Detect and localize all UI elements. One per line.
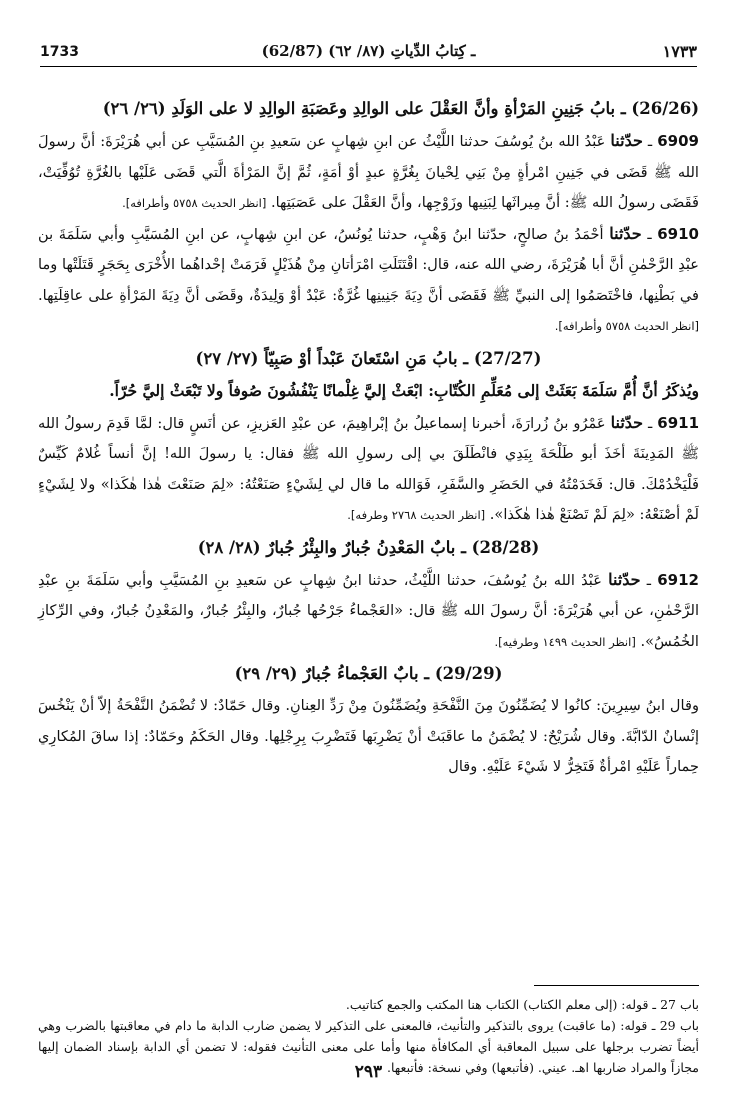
hadith-text: أحْمَدُ بنُ صالحٍ، حدّثنا ابنُ وَهْبٍ، حدثنا يُونُسُ، عن ابنِ شِهابٍ، عن ابنِ المُسَيَّبِ وأبي سَلَمَةَ بن عبْدِ الرَّحْمٰنِ أنَّ أبا هُرَيْرَةَ، رضي الله عنه، قال: اقْتَتَلَتِ امْرَأتانِ مِنْ هُذَيْلٍ فَرَمَتْ إحْداهُما الأُخْرَى بِحَجَرٍ قَتَلَتْها وما في بَطْنِها، فاخْتَصَمُوا إلى النبيِّ ﷺ فَقَضَى أنَّ دِيَةَ جَنِينِها غُرَّةٌ: عَبْدٌ أوْ وَلِيدَةٌ، وقَضَى أنَّ دِيَةَ المَرْأةِ على عاقِلَتِها. (38, 225, 699, 304)
narration-keyword: حدّثنا (608, 569, 641, 589)
cross-reference: [انظر الحديث ٥٧٥٨ وأطرافه]. (554, 319, 699, 333)
page-number-arabic: ١٧٣٣ (662, 42, 697, 61)
hadith-text: عَبْدُ الله بنُ يُوسُفَ، حدثنا اللَّيْثُ، حدثنا ابنُ شِهابٍ عن سَعيدِ بنِ المُسَيَّبِ وأبي سَلَمَةَ بنِ عبْدِ الرَّحْمٰنِ، عن أبي هُرَيْرَةَ: أنَّ رسولَ الله ﷺ قال: «العَجْماءُ جَرْحُها جُبارٌ، والبِئْرُ جُبارٌ، والمَعْدِنُ جُبارٌ، وفي الرِّكازِ الخُمُسُ». (38, 571, 699, 650)
hadith-number: 6911 (657, 413, 700, 432)
running-header (40, 40, 697, 67)
hadith-number: 6910 (657, 224, 699, 243)
cross-reference: [انظر الحديث ١٤٩٩ وطرفيه]. (494, 634, 636, 649)
chapter-heading-27: (27/27) ـ بابُ مَنِ اسْتَعانَ عَبْداً أوْ صَبِيّاً (٢٧/ ٢٧) (195, 348, 542, 368)
main-text (38, 92, 699, 783)
narration-keyword: حدّثنا (610, 412, 644, 432)
hadith-6911: 6911 ـ حدّثنا عَمْرُو بنُ زُرارَةَ، أخبرنا إسماعيلُ بنُ إبْراهِيمَ، عن عبْدِ العَزيزِ، عن أنَسٍ قال: لمَّا قَدِمَ رسولُ الله ﷺ المَدِينَةَ أخَذَ أبو طَلْحَةَ بِيَدِي فانْطَلَقَ بي إلى رسولِ الله ﷺ فقال: يا رسولَ الله! إنَّ أنساً غُلامٌ كَيِّسٌ فَلْيَخْدُمْكَ. قال: فَخَدَمْتُهُ في الحَضَرِ والسَّفَرِ، فَوَالله ما قال لي لِشَيْءٍ صَنَعْتُهُ: «لِمَ صَنَعْتَ هٰذا هٰكَذا» ولا لِشَيْءٍ لَمْ أصْنَعْهُ: «لِمَ لَمْ تَصْنَعْ هٰذا هٰكَذا». [انظر الحديث ٢٧٦٨ وطرفه]. (38, 412, 700, 523)
page-number-latin: 1733 (40, 44, 79, 60)
hadith-text: عَمْرُو بنُ زُرارَةَ، أخبرنا إسماعيلُ بنُ إبْراهِيمَ، عن عبْدِ العَزيزِ، عن أنَسٍ قال: لمَّا قَدِمَ رسولُ الله ﷺ المَدِينَةَ أخَذَ أبو طَلْحَةَ بِيَدِي فانْطَلَقَ بي إلى رسولِ الله ﷺ فقال: يا رسولَ الله! إنَّ أنساً غُلامٌ كَيِّسٌ فَلْيَخْدُمْكَ. قال: فَخَدَمْتُهُ في الحَضَرِ والسَّفَرِ، فَوَالله ما قال لي لِشَيْءٍ صَنَعْتُهُ: «لِمَ صَنَعْتَ هٰذا هٰكَذا» ولا لِشَيْءٍ لَمْ أصْنَعْهُ: «لِمَ لَمْ تَصْنَعْ هٰذا هٰكَذا». (38, 414, 699, 523)
page-number-footer: ٢٩٣ (354, 1062, 383, 1082)
chapter-heading-29: (29/29) ـ بابٌ العَجْماءُ جُبارٌ (٢٩/ ٢٩) (234, 664, 503, 683)
footnote-2: باب 29 ـ قوله: (ما عاقبت) يروى بالتذكير والتأنيث، فالمعنى على التذكير لا يضمن ضارب الدابة ما دام في معاقبتها بالضرب وهي أيضاً تضرب برجلها على سبيل المعاقبة أي المكافأة منها وأما على معنى التأنيث فقوله: لا تضمن أي الدابة بإسناد الضمان إليها مجازاً والمراد ضاربها اهـ. عيني. (فأتبعها) وفي نسخة: فأتبعها. (38, 1018, 700, 1075)
chapter-text-29: وقال ابنُ سِيرِينَ: كانُوا لا يُضَمِّنُونَ مِنَ النَّفْحَةِ ويُضَمِّنُونَ مِنْ رَدِّ العِنانِ. وقال حَمّادٌ: لا تُضْمَنُ النَّفْحَةُ إلاّ أنْ يَنْخُسَ إنْسانٌ الدّابَّةَ. وقال شُرَيْحٌ: لا يُضْمَنُ ما عاقَبَتْ أنْ يَضْرِبَها فَتَضْرِبَ بِرِجْلِها. وقال الحَكَمُ وحَمّادٌ: إذا ساقَ المُكارِي حِماراً عَلَيْهِ امْرأةٌ فَتَخِرُّ لا شَيْءَ عَلَيْهِ. وقال (38, 697, 699, 775)
book-title: (62/87) ـ كِتابُ الدِّياتِ (٨٧/ ٦٢) (261, 42, 476, 60)
cross-reference: [انظر الحديث ٢٧٦٨ وطرفه]. (347, 508, 486, 522)
cross-reference: [انظر الحديث ٥٧٥٨ وأطرافه]. (122, 196, 267, 210)
hadith-6910: 6910 ـ حدّثنا أحْمَدُ بنُ صالحٍ، حدّثنا ابنُ وَهْبٍ، حدثنا يُونُسُ، عن ابنِ شِهابٍ، عن ابنِ المُسَيَّبِ وأبي سَلَمَةَ بن عبْدِ الرَّحْمٰنِ أنَّ أبا هُرَيْرَةَ، رضي الله عنه، قال: اقْتَتَلَتِ امْرَأتانِ مِنْ هُذَيْلٍ فَرَمَتْ إحْداهُما الأُخْرَى بِحَجَرٍ قَتَلَتْها وما في بَطْنِها، فاخْتَصَمُوا إلى النبيِّ ﷺ فَقَضَى أنَّ دِيَةَ جَنِينِها غُرَّةٌ: عَبْدٌ أوْ وَلِيدَةٌ، وقَضَى أنَّ دِيَةَ المَرْأةِ على عاقِلَتِها. [انظر الحديث ٥٧٥٨ وأطرافه]. (38, 223, 699, 333)
narration-keyword: حدّثنا (610, 131, 643, 150)
hadith-6912: 6912 ـ حدّثنا عَبْدُ الله بنُ يُوسُفَ، حدثنا اللَّيْثُ، حدثنا ابنُ شِهابٍ عن سَعيدِ بنِ المُسَيَّبِ وأبي سَلَمَةَ بنِ عبْدِ الرَّحْمٰنِ، عن أبي هُرَيْرَةَ: أنَّ رسولَ الله ﷺ قال: «العَجْماءُ جَرْحُها جُبارٌ، والبِئْرُ جُبارٌ، والمَعْدِنُ جُبارٌ، وفي الرِّكازِ الخُمُسُ». [انظر الحديث ١٤٩٩ وطرفيه]. (38, 569, 699, 650)
chapter-heading-26: (26/26) ـ بابُ جَنِينِ المَرْأةِ وأنَّ العَقْلَ على الوالِدِ وعَصَبَةِ الوالِدِ لا على الوَلَدِ (٢٦/ ٢٦) (102, 99, 699, 118)
hadith-6909: 6909 ـ حدّثنا عَبْدُ الله بنُ يُوسُفَ حدثنا اللَّيْثُ عن ابنِ شِهابٍ عن سَعيدِ بنِ المُسَيَّبِ عن أبي هُرَيْرَةَ: أنَّ رسولَ الله ﷺ قَضَى في جَنِينِ امْرأةٍ مِنْ بَنِي لِحْيانَ بِغُرَّةٍ عبدٍ أوْ أمَةٍ، ثُمَّ إنَّ المَرْأةَ الَّتي قَضَى عَلَيْها بالغُرَّةِ تُوُفِّيَتْ، فَقَضَى رسولُ الله ﷺ: أنَّ مِيراثَها لِبَنِيها وزَوْجِها، وأنَّ العَقْلَ على عَصَبَتِها. [انظر الحديث ٥٧٥٨ وأطرافه]. (38, 131, 699, 211)
footnote-divider (534, 985, 699, 986)
narration-keyword: حدّثنا (609, 223, 642, 243)
footnote-1: باب 27 ـ قوله: (إلى معلم الكتاب) الكتاب هنا المكتب والجمع كتاتيب. (345, 997, 699, 1012)
chapter-heading-28: (28/28) ـ بابٌ المَعْدِنُ جُبارٌ والبِئْرُ جُبارٌ (٢٨/ ٢٨) (197, 537, 540, 557)
chapter-intro-27: ويُذكَرُ أنَّ أُمَّ سَلَمَةَ بَعَثَتْ إلى مُعَلِّمِ الكُتّابِ: ابْعَثْ إليَّ غِلْمانًا يَنْفُشُونَ صُوفاً ولا تَبْعَثْ إليَّ حُرّاً. (109, 380, 699, 400)
hadith-number: 6912 (657, 570, 699, 589)
hadith-text: عَبْدُ الله بنُ يُوسُفَ حدثنا اللَّيْثُ عن ابنِ شِهابٍ عن سَعيدِ بنِ المُسَيَّبِ عن أبي هُرَيْرَةَ: أنَّ رسولَ الله ﷺ قَضَى في جَنِينِ امْرأةٍ مِنْ بَنِي لِحْيانَ بِغُرَّةٍ عبدٍ أوْ أمَةٍ، ثُمَّ إنَّ المَرْأةَ الَّتي قَضَى عَلَيْها بالغُرَّةِ تُوُفِّيَتْ، فَقَضَى رسولُ الله ﷺ: أنَّ مِيراثَها لِبَنِيها وزَوْجِها، وأنَّ العَقْلَ على عَصَبَتِها. (38, 133, 699, 211)
hadith-number: 6909 (657, 132, 699, 150)
